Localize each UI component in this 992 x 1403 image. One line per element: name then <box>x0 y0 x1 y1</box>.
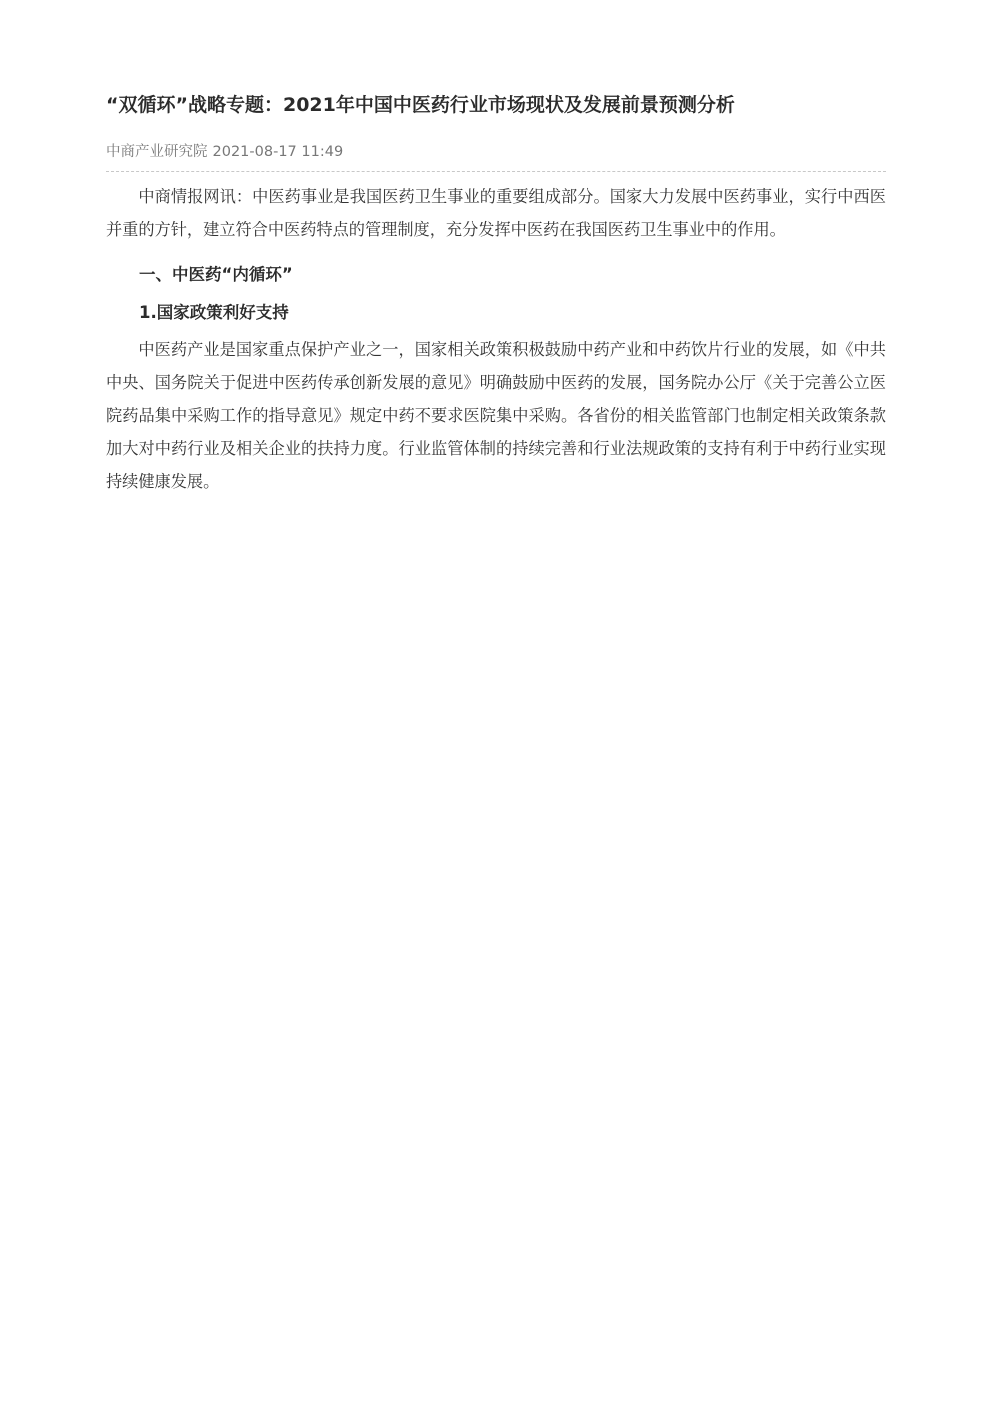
article-source: 中商产业研究院 <box>106 144 208 160</box>
intro-paragraph: 中商情报网讯：中医药事业是我国医药卫生事业的重要组成部分。国家大力发展中医药事业，实行中西医并重的方针，建立符合中医药特点的管理制度，充分发挥中医药在我国医药卫生事业中的作用。 <box>106 187 886 239</box>
section-heading: 一、中医药“内循环” <box>139 265 293 284</box>
subsection-paragraph: 中医药产业是国家重点保护产业之一，国家相关政策积极鼓励中药产业和中药饮片行业的发展，如《中共中央、国务院关于促进中医药传承创新发展的意见》明确鼓励中医药的发展，国务院办公厅《关于完善公立医院药品集中采购工作的指导意见》规定中药不要求医院集中采购。各省份的相关监管部门也制定相关政策条款加大对中药行业及相关企业的扶持力度。行业监管体制的持续完善和行业法规政策的支持有利于中药行业实现持续健康发展。 <box>106 340 886 491</box>
meta-divider <box>106 171 886 172</box>
subsection-heading: 1.国家政策利好支持 <box>139 303 289 322</box>
article-title: “双循环”战略专题：2021年中国中医药行业市场现状及发展前景预测分析 <box>106 94 735 116</box>
article-datetime: 2021-08-17 11:49 <box>212 144 344 160</box>
article <box>106 88 886 498</box>
article-meta <box>106 142 886 162</box>
